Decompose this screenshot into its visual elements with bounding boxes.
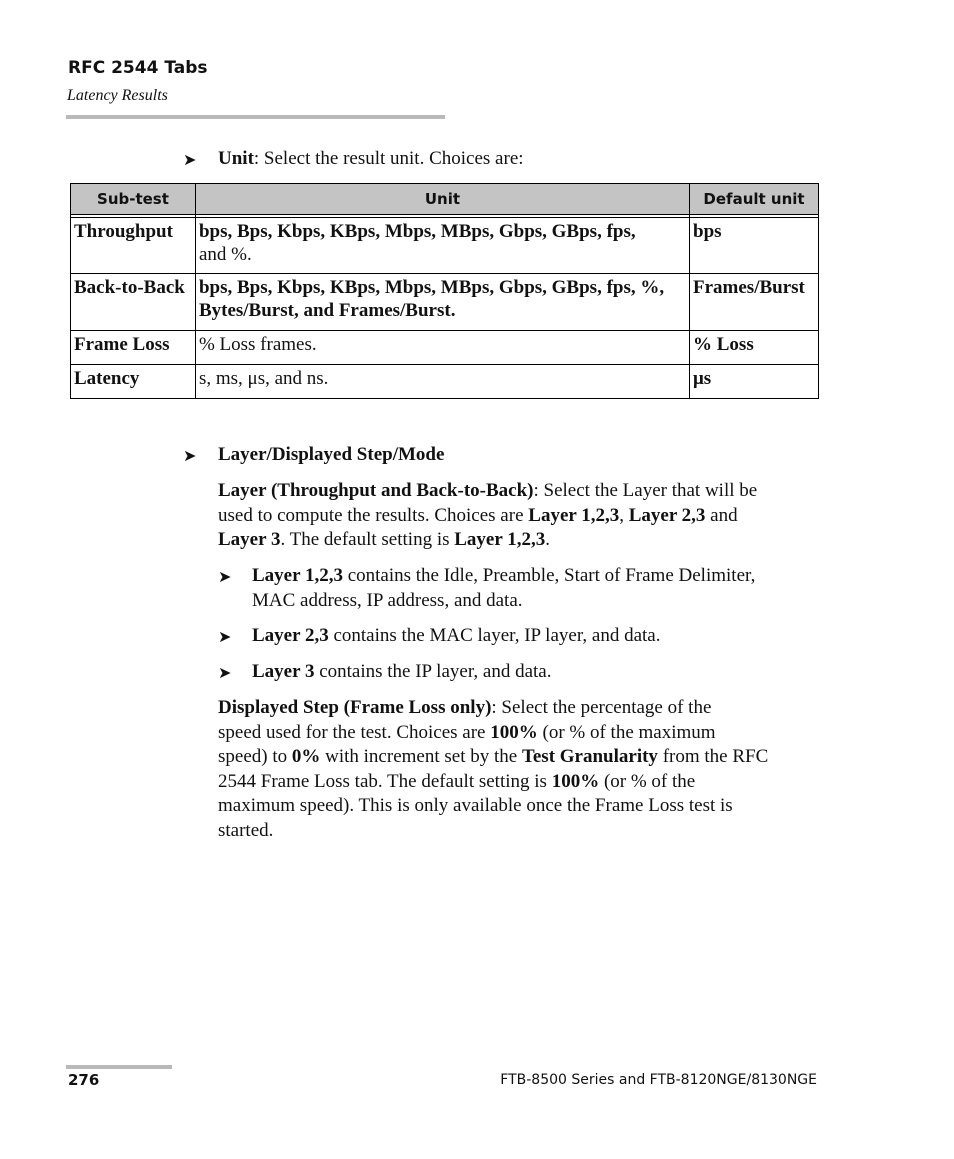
value: 100% <box>551 770 600 792</box>
text: . The default setting is <box>280 529 455 550</box>
sub-bullet-term: Layer 3 <box>252 661 315 682</box>
cell-subtest: Throughput <box>71 218 196 274</box>
sub-bullet-layer3 <box>252 660 551 684</box>
text: contains the Idle, Preamble, Start of Frame Delimiter, <box>342 565 756 586</box>
text: (or % of the maximum <box>537 721 716 743</box>
page-number: 276 <box>68 1071 100 1089</box>
sub-bullet-term: Layer 2,3 <box>252 625 329 646</box>
sub-bullet-term: Layer 1,2,3 <box>252 565 343 586</box>
table-row <box>71 218 819 274</box>
product-name: FTB-8500 Series and FTB-8120NGE/8130NGE <box>500 1072 817 1088</box>
value: 0% <box>291 746 321 767</box>
section-title: RFC 2544 Tabs <box>68 58 208 78</box>
sub-bullet-layer23 <box>252 624 660 648</box>
unit-line: Bytes/Burst, and Frames/Burst. <box>198 300 456 321</box>
value: 100% <box>490 721 538 743</box>
unit-desc: : Select the result unit. Choices are: <box>253 148 524 169</box>
text: and <box>705 504 738 526</box>
bullet-arrow-icon: ➤ <box>218 665 232 682</box>
text: speed used for the test. Choices are <box>218 721 491 743</box>
step-term: Displayed Step (Frame Loss only) <box>218 697 492 718</box>
col-header-default: Default unit <box>690 184 819 215</box>
cell-default: % Loss <box>690 331 819 365</box>
bullet-arrow-icon: ➤ <box>183 448 197 465</box>
bullet-arrow-icon: ➤ <box>218 569 232 586</box>
cell-subtest: Back-to-Back <box>71 274 196 331</box>
section-subtitle: Latency Results <box>67 87 168 104</box>
table-row <box>71 365 819 399</box>
default-value: Layer 1,2,3 <box>454 529 546 550</box>
text: used to compute the results. Choices are <box>218 504 529 526</box>
unit-bullet-text <box>218 147 524 171</box>
choice: Layer 1,2,3 <box>528 504 620 526</box>
bullet-arrow-icon: ➤ <box>183 152 197 169</box>
sub-bullet-layer123 <box>252 564 822 613</box>
cell-subtest: Frame Loss <box>71 331 196 365</box>
text: maximum speed). This is only available once the Frame Loss test is <box>218 795 733 816</box>
layer-heading: Layer/Displayed Step/Mode <box>218 444 445 465</box>
footer-rule <box>66 1065 172 1069</box>
header-rule <box>66 115 445 119</box>
cell-default: bps <box>690 218 819 274</box>
layer-term: Layer (Throughput and Back-to-Back) <box>218 480 534 501</box>
col-header-subtest: Sub-test <box>71 184 196 215</box>
table-row <box>71 331 819 365</box>
unit-line: bps, Bps, Kbps, KBps, Mbps, MBps, Gbps, GBps, fps, %, <box>198 277 665 298</box>
unit-line: and %. <box>198 244 252 265</box>
text: 2544 Frame Loss tab. The default setting is <box>218 770 552 792</box>
table-header-row <box>71 184 819 215</box>
cell-default: μs <box>690 365 819 399</box>
table-row <box>71 274 819 331</box>
text: started. <box>218 819 274 841</box>
cell-subtest: Latency <box>71 365 196 399</box>
text: contains the IP layer, and data. <box>314 661 552 682</box>
cell-unit: s, ms, μs, and ns. <box>195 365 689 399</box>
cell-default: Frames/Burst <box>690 274 819 331</box>
value: Test Granularity <box>521 746 658 767</box>
text: (or % of the <box>599 770 696 792</box>
cell-unit <box>195 274 689 331</box>
text: . <box>545 529 550 550</box>
displayed-step-paragraph <box>218 696 828 843</box>
bullet-arrow-icon: ➤ <box>218 629 232 646</box>
layer-paragraph <box>218 479 818 553</box>
text: MAC address, IP address, and data. <box>252 589 523 611</box>
cell-unit <box>195 218 689 274</box>
col-header-unit: Unit <box>195 184 689 215</box>
choice: Layer 3 <box>218 529 281 550</box>
text: speed) to <box>218 746 292 767</box>
text: from the RFC <box>657 746 769 767</box>
unit-line: bps, Bps, Kbps, KBps, Mbps, MBps, Gbps, GBps, fps, <box>198 221 636 242</box>
cell-unit: % Loss frames. <box>195 331 689 365</box>
units-table <box>70 183 819 399</box>
text: contains the MAC layer, IP layer, and data. <box>328 625 661 646</box>
text: : Select the percentage of the <box>491 697 712 718</box>
choice: Layer 2,3 <box>628 504 706 526</box>
text: , <box>619 504 629 526</box>
text: : Select the Layer that will be <box>533 480 758 501</box>
unit-term: Unit <box>218 148 254 169</box>
text: with increment set by the <box>320 746 522 767</box>
